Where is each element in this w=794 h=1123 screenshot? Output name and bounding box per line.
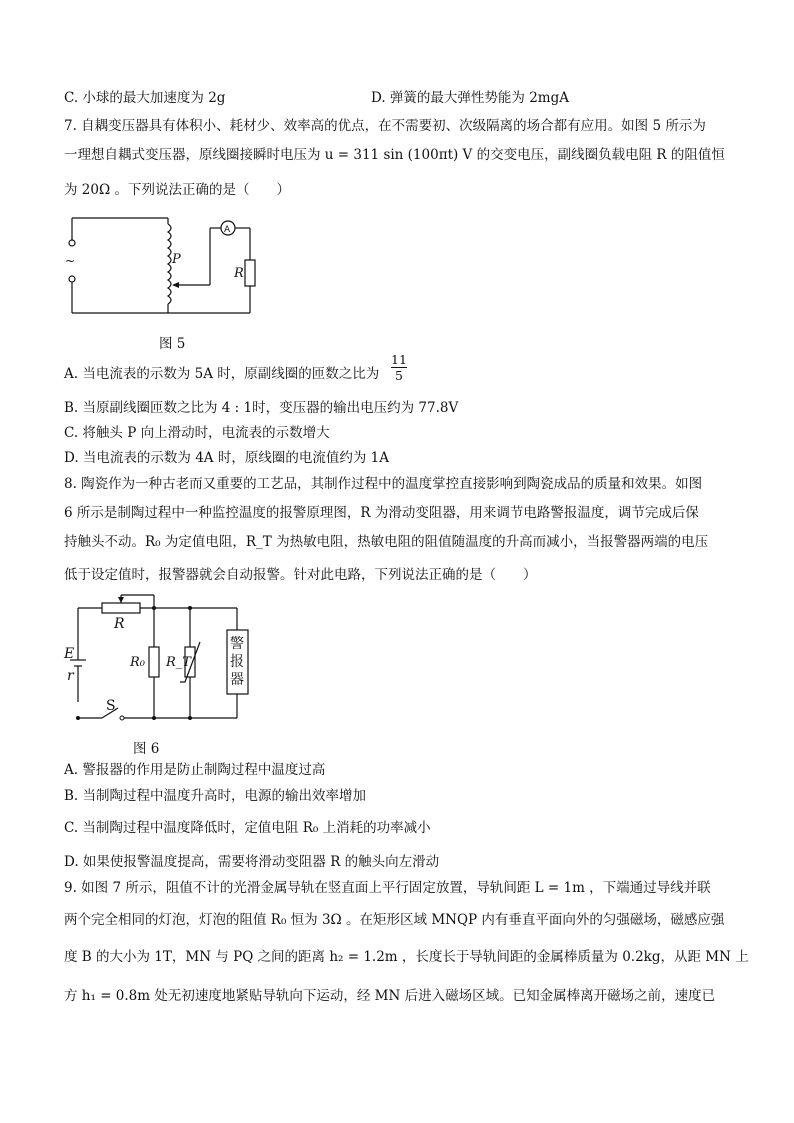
figure-5-circuit	[60, 210, 270, 322]
figure-6-circuit	[62, 590, 262, 730]
label-r0: R₀	[130, 655, 145, 670]
q9-stem-line3: 度 B 的大小为 1T，MN 与 PQ 之间的距离 h₂ = 1.2m ，长度长于导轨间距的金属棒质量为 0.2kg，从距 MN 上	[64, 949, 749, 965]
q6-option-c: C. 小球的最大加速度为 2g	[64, 90, 226, 106]
q7-option-a-fraction	[391, 352, 407, 383]
rheostat-slider-icon	[118, 597, 124, 603]
q8-option-b: B. 当制陶过程中温度升高时，电源的输出效率增加	[64, 788, 367, 804]
q7-stem-line2: 一理想自耦式变压器，原线圈接瞬时电压为 u = 311 sin (100πt) V 的交变电压，副线圈负载电阻 R 的阻值恒	[64, 147, 725, 163]
label-emf-e: E	[64, 646, 75, 662]
figure-6-caption: 图 6	[133, 741, 160, 757]
q8-stem-line4: 低于设定值时，报警器就会自动报警。针对此电路，下列说法正确的是（ ）	[64, 567, 537, 583]
label-switch-s: S	[106, 698, 116, 714]
label-r: R	[234, 266, 244, 281]
q7-option-d: D. 当电流表的示数为 4A 时，原线圈的电流值约为 1A	[64, 450, 389, 466]
label-rheostat-r: R	[114, 616, 125, 632]
figure-5-caption: 图 5	[159, 336, 186, 352]
q8-option-c: C. 当制陶过程中温度降低时，定值电阻 R₀ 上消耗的功率减小	[64, 820, 431, 836]
q8-option-a: A. 警报器的作用是防止制陶过程中温度过高	[64, 762, 326, 778]
q9-stem-line1: 9. 如图 7 所示，阻值不计的光滑金属导轨在竖直面上平行固定放置，导轨间距 L = 1m ，下端通过导线并联	[64, 880, 711, 896]
tap-arrow-icon	[172, 282, 179, 288]
q9-stem-line2: 两个完全相同的灯泡，灯泡的阻值 R₀ 恒为 3Ω 。在矩形区域 MNQP 内有垂直平面向外的匀强磁场，磁感应强	[64, 912, 725, 928]
q7-stem-line3: 为 20Ω 。下列说法正确的是（ ）	[64, 182, 290, 198]
ammeter-icon: A	[224, 225, 231, 235]
q8-stem-line3: 持触头不动。R₀ 为定值电阻，R_T 为热敏电阻，热敏电阻的阻值随温度的升高而减小，当报警器两端的电压	[64, 534, 709, 550]
q8-stem-line2: 6 所示是制陶过程中一种监控温度的报警原理图，R 为滑动变阻器，用来调节电路警报温度，调节完成后保	[64, 505, 699, 521]
q9-stem-line4: 方 h₁ = 0.8m 处无初速度地紧贴导轨向下运动，经 MN 后进入磁场区域。已知金属棒离开磁场之前，速度已	[64, 988, 716, 1004]
alarm-label: 警报器	[230, 636, 244, 688]
q7-stem-line1: 7. 自耦变压器具有体积小、耗材少、效率高的优点，在不需要初、次级隔离的场合都有应用。如图 5 所示为	[64, 118, 706, 134]
q6-option-d: D. 弹簧的最大弹性势能为 2mgA	[371, 90, 569, 106]
q7-option-b: B. 当原副线圈匝数之比为 4 : 1时，变压器的输出电压约为 77.8V	[64, 400, 459, 416]
q7-option-a	[64, 364, 379, 384]
label-p: P	[172, 252, 181, 267]
q8-option-d: D. 如果使报警温度提高，需要将滑动变阻器 R 的触头向左滑动	[64, 854, 440, 870]
fraction-denominator: 5	[391, 367, 407, 383]
q7-option-c: C. 将触头 P 向上滑动时，电流表的示数增大	[64, 425, 330, 441]
q8-stem-line1: 8. 陶瓷作为一种古老而又重要的工艺品，其制作过程中的温度掌控直接影响到陶瓷成品的质量和效果。如图	[64, 476, 703, 492]
ac-source-symbol: ~	[65, 254, 76, 268]
label-internal-r: r	[67, 668, 74, 684]
fraction-numerator: 11	[391, 352, 407, 367]
q7-option-a-text: A. 当电流表的示数为 5A 时，原副线圈的匝数之比为	[64, 366, 380, 382]
label-rt: R_T	[166, 655, 191, 670]
